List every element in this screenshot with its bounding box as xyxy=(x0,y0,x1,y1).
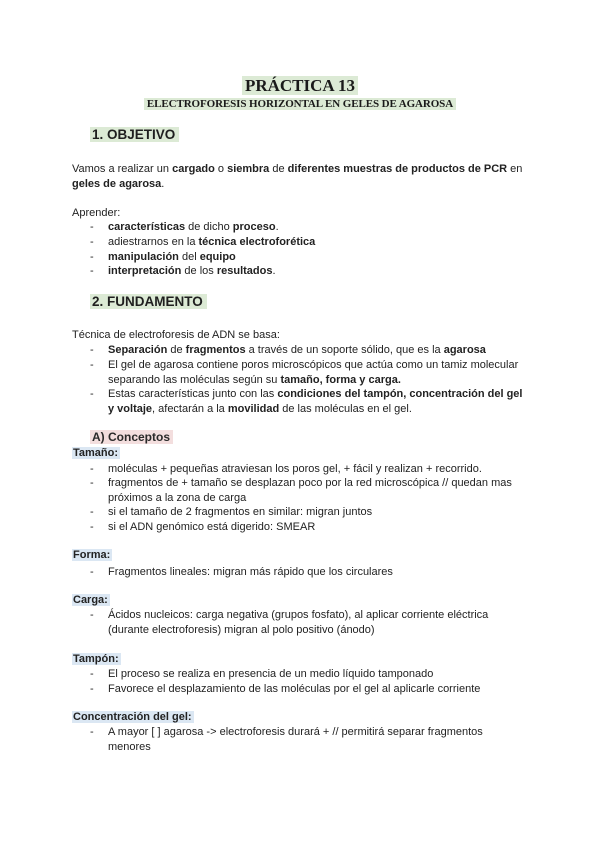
fundamento-intro: Técnica de electroforesis de ADN se basa: xyxy=(72,329,280,341)
list-item: - El gel de agarosa contiene poros microscópicos que actúa como un tamiz molecular separando las moléculas según su tamaño, forma y carga. xyxy=(90,359,519,386)
objetivo-paragraph: Vamos a realizar un cargado o siembra de diferentes muestras de productos de PCR en geles de agarosa. xyxy=(72,163,523,190)
list-item: - Fragmentos lineales: migran más rápido que los circulares xyxy=(90,566,393,578)
section-heading-objetivo: 1. OBJETIVO xyxy=(90,126,179,144)
list-item: - moléculas + pequeñas atraviesan los poros gel, + fácil y realizan + recorrido. xyxy=(90,463,482,475)
list-item: - adiestrarnos en la técnica electroforética xyxy=(90,236,316,248)
list-item: - Ácidos nucleicos: carga negativa (grupos fosfato), al aplicar corriente eléctrica (durante electroforesis) migran al polo positivo (ánodo) xyxy=(90,609,489,636)
list-item: - El proceso se realiza en presencia de un medio líquido tamponado xyxy=(90,668,434,680)
list-item: - fragmentos de + tamaño se desplazan poco por la red microscópica // quedan mas próximos a la zona de carga xyxy=(90,477,512,504)
page-title: PRÁCTICA 13 xyxy=(0,76,600,96)
concept-label-tampon: Tampón: xyxy=(73,653,119,665)
section-heading-fundamento: 2. FUNDAMENTO xyxy=(90,293,207,311)
list-item: - si el ADN genómico está digerido: SMEAR xyxy=(90,521,316,533)
list-item: - interpretación de los resultados. xyxy=(90,265,276,277)
concept-label-forma: Forma: xyxy=(73,549,111,561)
page-subtitle: ELECTROFORESIS HORIZONTAL EN GELES DE AGAROSA xyxy=(0,97,600,111)
list-item: - Favorece el desplazamiento de las moléculas por el gel al aplicarle corriente xyxy=(90,683,481,695)
aprender-label: Aprender: xyxy=(72,207,121,219)
concept-label-tamano: Tamaño: xyxy=(73,447,119,459)
subsection-heading-conceptos: A) Conceptos xyxy=(90,429,173,445)
concept-label-concentracion: Concentración del gel: xyxy=(73,711,192,723)
list-item: - A mayor [ ] agarosa -> electroforesis durará + // permitirá separar fragmentos menores xyxy=(90,726,483,753)
list-item: - Estas características junto con las condiciones del tampón, concentración del gel y voltaje, afectarán a la movilidad de las moléculas en el gel. xyxy=(90,388,523,415)
list-item: - características de dicho proceso. xyxy=(90,221,279,233)
concept-label-carga: Carga: xyxy=(73,594,108,606)
list-item: - manipulación del equipo xyxy=(90,251,236,263)
list-item: - si el tamaño de 2 fragmentos en similar: migran juntos xyxy=(90,506,373,518)
list-item: - Separación de fragmentos a través de un soporte sólido, que es la agarosa xyxy=(90,344,486,356)
